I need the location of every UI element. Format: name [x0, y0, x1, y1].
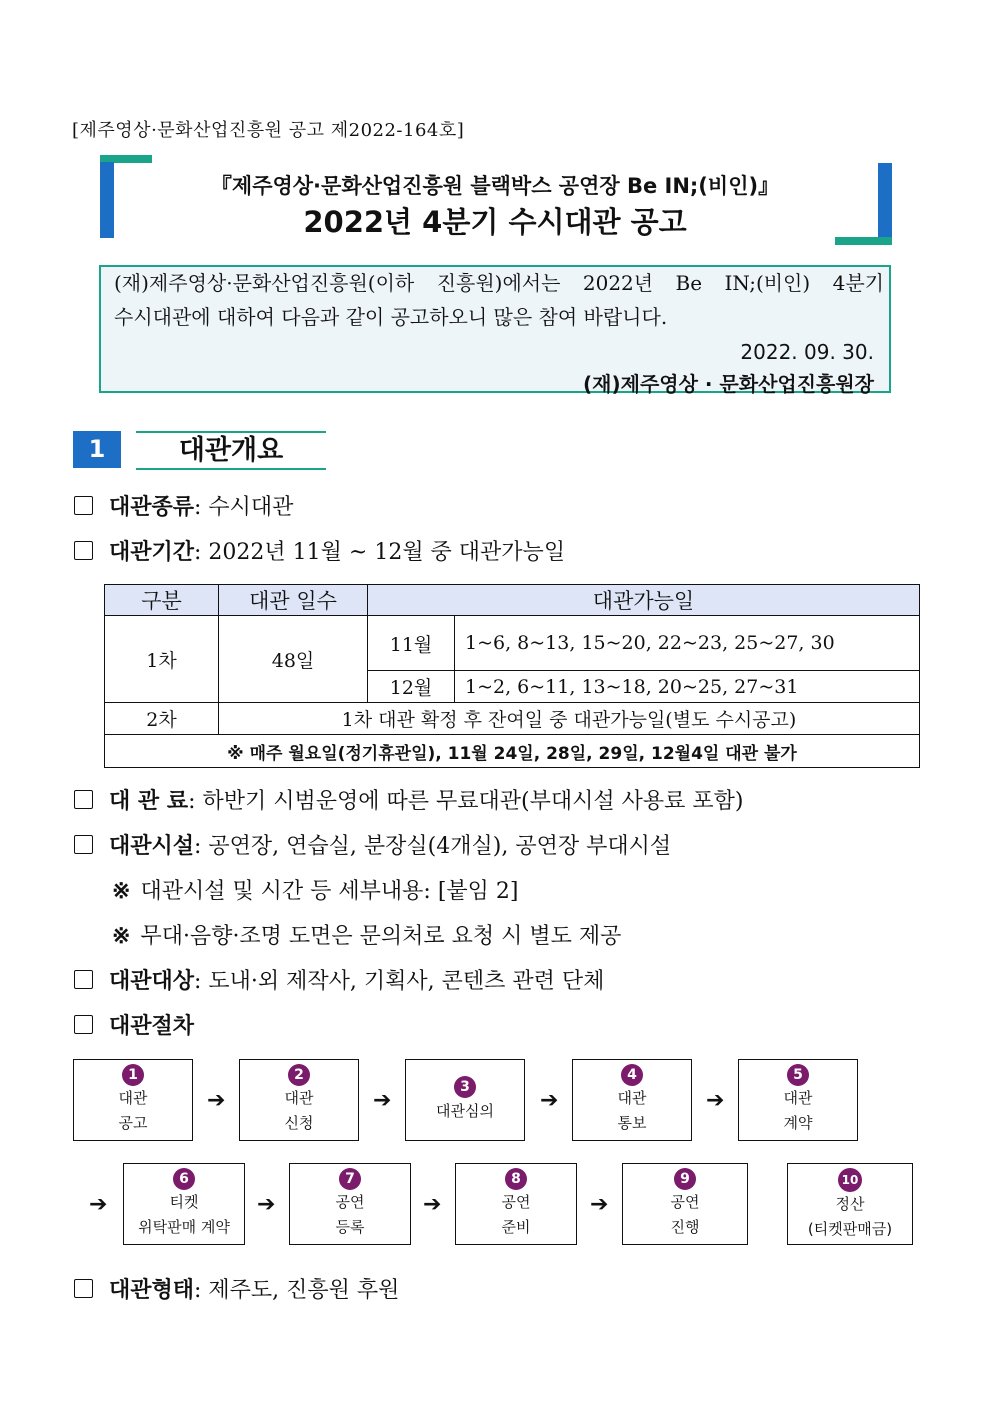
step-label: 계약 [783, 1114, 813, 1132]
process-step-2 [239, 1059, 359, 1141]
round2-label: 2차 [105, 703, 219, 735]
step-label: 정산 [835, 1195, 865, 1213]
process-step-10 [787, 1163, 913, 1245]
step-number: 9 [674, 1168, 696, 1190]
item-label: 대 관 료 [109, 788, 189, 814]
step-number: 6 [173, 1168, 195, 1190]
arrow-icon: ➔ [706, 1088, 725, 1113]
step-label: 대관 [783, 1089, 813, 1107]
intro-line2: 수시대관에 대하여 다음과 같이 공고하오니 많은 참여 바랍니다. [114, 305, 668, 329]
item-value: : 수시대관 [194, 495, 294, 520]
arrow-icon: ➔ [423, 1192, 442, 1217]
process-step-9 [622, 1163, 748, 1245]
notice-number: [제주영상·문화산업진흥원 공고 제2022-164호] [72, 120, 465, 141]
arrow-icon: ➔ [89, 1192, 108, 1217]
header-available: 대관가능일 [368, 585, 920, 616]
table-note: ※ 매주 월요일(정기휴관일), 11월 24일, 28일, 29일, 12월4일 대관 불가 [105, 735, 920, 768]
step-label: 대관 [284, 1089, 314, 1107]
step-number: 5 [787, 1064, 809, 1086]
header-days: 대관 일수 [219, 585, 368, 616]
round1-label: 1차 [105, 616, 219, 703]
item-value: : 공연장, 연습실, 분장실(4개실), 공연장 부대시설 [194, 834, 672, 859]
process-step-3 [405, 1059, 525, 1141]
facility-note-2 [112, 919, 621, 950]
step-number: 10 [838, 1168, 862, 1192]
nov-label: 11월 [368, 616, 455, 671]
step-label: 공연 [670, 1193, 700, 1211]
item-label: 대관시설 [109, 833, 195, 859]
item-rental-target [74, 964, 604, 995]
dec-label: 12월 [368, 671, 455, 703]
nov-days: 1~6, 8~13, 15~20, 22~23, 25~27, 30 [455, 616, 920, 671]
item-value: : 2022년 11월 ~ 12월 중 대관가능일 [194, 540, 566, 565]
step-number: 2 [288, 1064, 310, 1086]
arrow-icon: ➔ [373, 1088, 392, 1113]
dec-days: 1~2, 6~11, 13~18, 20~25, 27~31 [455, 671, 920, 703]
note-text: 무대·음향·조명 도면은 문의처로 요청 시 별도 제공 [140, 924, 622, 949]
note-mark: ※ [112, 923, 131, 949]
step-label: 공고 [118, 1114, 148, 1132]
document-title-line2: 2022년 4분기 수시대관 공고 [303, 205, 687, 239]
title-bracket-right [878, 163, 892, 239]
arrow-icon: ➔ [540, 1088, 559, 1113]
item-label: 대관형태 [109, 1277, 195, 1303]
facility-note-1 [112, 874, 519, 905]
checkbox-icon [74, 790, 93, 809]
checkbox-icon [74, 1279, 93, 1298]
round2-desc: 1차 대관 확정 후 잔여일 중 대관가능일(별도 수시공고) [219, 703, 920, 735]
note-mark: ※ [112, 878, 131, 904]
step-number: 8 [505, 1168, 527, 1190]
section-number: 1 [73, 431, 121, 468]
item-rental-form [74, 1273, 399, 1304]
item-value: : 하반기 시범운영에 따른 무료대관(부대시설 사용료 포함) [188, 789, 744, 814]
step-label: 티켓 [169, 1193, 199, 1211]
step-number: 7 [339, 1168, 361, 1190]
item-label: 대관절차 [109, 1013, 195, 1039]
arrow-icon: ➔ [590, 1192, 609, 1217]
table-row [105, 616, 920, 671]
item-value: : 제주도, 진흥원 후원 [194, 1278, 400, 1303]
item-rental-type [74, 490, 293, 521]
item-label: 대관기간 [109, 539, 195, 565]
step-label: 통보 [617, 1114, 647, 1132]
step-label: 공연 [501, 1193, 531, 1211]
item-value: : 도내·외 제작사, 기획사, 콘텐츠 관련 단체 [194, 969, 605, 994]
step-label: 진행 [670, 1218, 700, 1236]
document-title-line1: 『제주영상·문화산업진흥원 블랙박스 공연장 Be IN;(비인)』 [210, 174, 780, 198]
step-label: 대관 [118, 1089, 148, 1107]
title-bracket-left [100, 162, 114, 238]
step-number: 4 [621, 1064, 643, 1086]
step-label: 공연 [335, 1193, 365, 1211]
item-rental-procedure [74, 1009, 194, 1040]
checkbox-icon [74, 835, 93, 854]
step-label: 등록 [335, 1218, 365, 1236]
item-label: 대관종류 [109, 494, 195, 520]
process-step-6 [123, 1163, 245, 1245]
step-label: 준비 [501, 1218, 531, 1236]
step-number: 3 [454, 1076, 476, 1098]
process-step-8 [455, 1163, 577, 1245]
item-label: 대관대상 [109, 968, 195, 994]
section-title: 대관개요 [136, 431, 326, 470]
table-header-row [105, 585, 920, 616]
arrow-icon: ➔ [257, 1192, 276, 1217]
note-text: 대관시설 및 시간 등 세부내용: [붙임 2] [140, 879, 519, 904]
step-label: 신청 [284, 1114, 314, 1132]
table-note-row [105, 735, 920, 768]
table-row [105, 703, 920, 735]
round1-days: 48일 [219, 616, 368, 703]
schedule-table [104, 584, 920, 768]
step-label: 대관심의 [436, 1102, 494, 1120]
process-step-5 [738, 1059, 858, 1141]
item-rental-facility [74, 829, 671, 860]
intro-org: (재)제주영상 · 문화산업진흥원장 [583, 372, 874, 396]
checkbox-icon [74, 541, 93, 560]
checkbox-icon [74, 1015, 93, 1034]
step-label: (티켓판매금) [807, 1220, 893, 1238]
checkbox-icon [74, 970, 93, 989]
process-step-1 [73, 1059, 193, 1141]
process-step-4 [572, 1059, 692, 1141]
header-category: 구분 [105, 585, 219, 616]
step-label: 대관 [617, 1089, 647, 1107]
step-label: 위탁판매 계약 [138, 1218, 230, 1236]
item-rental-period [74, 535, 565, 566]
process-step-7 [289, 1163, 411, 1245]
arrow-icon: ➔ [207, 1088, 226, 1113]
item-rental-fee [74, 784, 743, 815]
step-number: 1 [122, 1064, 144, 1086]
intro-line1: (재)제주영상·문화산업진흥원(이하 진흥원)에서는 2022년 Be IN;(비인) 4분기 [114, 271, 884, 295]
checkbox-icon [74, 496, 93, 515]
intro-date: 2022. 09. 30. [740, 340, 874, 364]
